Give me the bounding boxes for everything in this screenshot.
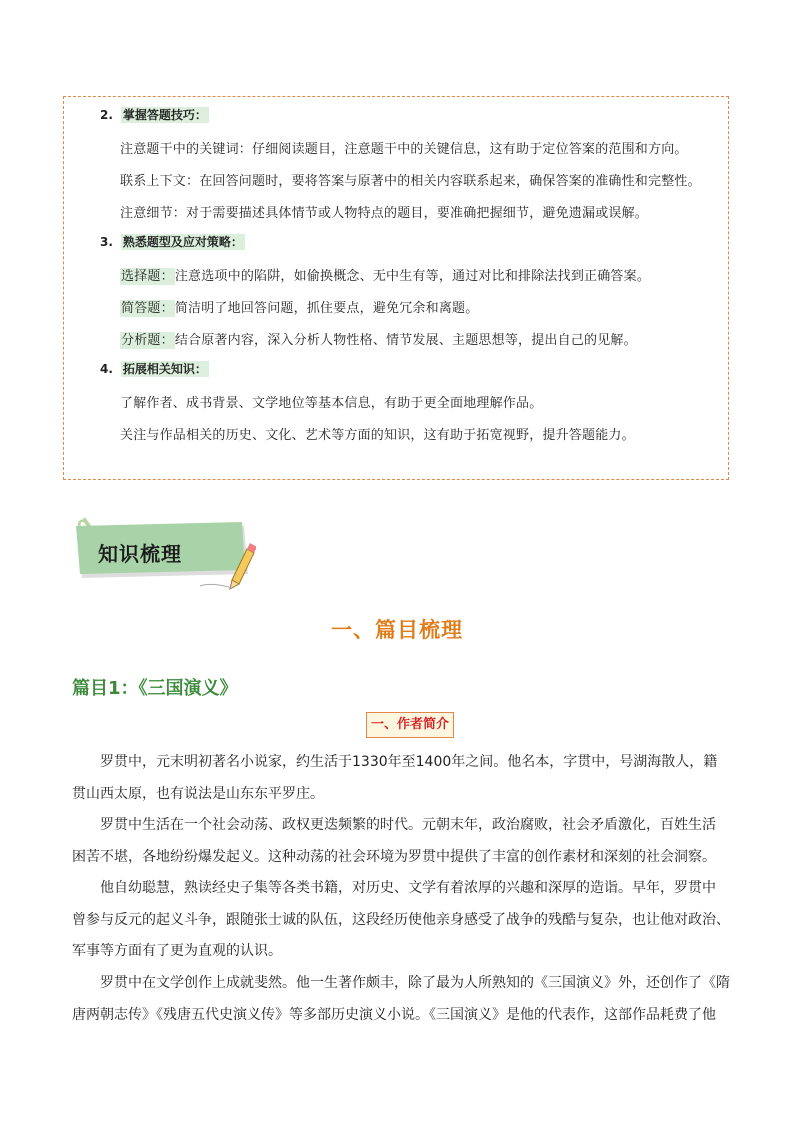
- paragraph: 他自幼聪慧，熟读经史子集等各类书籍，对历史、文学有着浓厚的兴趣和深厚的造诣。早年，罗贯中 曾参与反元的起义斗争，跟随张士诚的队伍，这段经历使他亲身感受了战争的残酷与复杂，也让他对政治、 军事等方面有了更为直观的认识。: [72, 880, 730, 959]
- badge-text: 知识梳理: [98, 542, 182, 566]
- tip-line: 注意细节：对于需要描述具体情节或人物特点的题目，要准确把握细节，避免遗漏或误解。: [120, 206, 649, 221]
- section-title: 篇目1：《三国演义》: [72, 678, 238, 699]
- tip-line: 注意题干中的关键词：仔细阅读题目，注意题干中的关键信息，这有助于定位答案的范围和方向。: [120, 142, 688, 157]
- paragraph: 罗贯中生活在一个社会动荡、政权更迭频繁的时代。元朝末年，政治腐败，社会矛盾激化，百姓生活 困苦不堪，各地纷纷爆发起义。这种动荡的社会环境为罗贯中提供了丰富的创作素材和深刻的社会洞察。: [72, 817, 716, 865]
- strategy-line: 分析题：结合原著内容，深入分析人物性格、情节发展、主题思想等，提出自己的见解。: [121, 333, 637, 348]
- tip-line: 联系上下文：在回答问题时，要将答案与原著中的相关内容联系起来，确保答案的准确性和完整性。: [120, 174, 701, 189]
- tips-heading-3: 3. 熟悉题型及应对策略：: [100, 235, 243, 249]
- tips-heading-4: 4. 拓展相关知识：: [100, 362, 207, 376]
- tip-line: 了解作者、成书背景、文学地位等基本信息，有助于更全面地理解作品。: [120, 396, 543, 411]
- tip-line: 关注与作品相关的历史、文化、艺术等方面的知识，这有助于拓宽视野，提升答题能力。: [120, 428, 635, 443]
- page-title: 一、篇目梳理: [331, 618, 463, 642]
- knowledge-badge: [72, 516, 256, 590]
- strategy-line: 选择题：注意选项中的陷阱，如偷换概念、无中生有等，通过对比和排除法找到正确答案。: [121, 269, 651, 284]
- paragraph: 罗贯中在文学创作上成就斐然。他一生著作颇丰，除了最为人所熟知的《三国演义》外，还创作了《隋 唐两朝志传》《残唐五代史演义传》等多部历史演义小说。《三国演义》是他的代表作，这部作品耗费了他: [72, 975, 730, 1023]
- author-intro-label: 一、作者简介: [366, 712, 454, 738]
- tips-heading-2: 2. 掌握答题技巧：: [100, 108, 207, 122]
- paragraph: 罗贯中，元末明初著名小说家，约生活于1330年至1400年之间。他名本，字贯中，号湖海散人，籍 贯山西太原，也有说法是山东东平罗庄。: [72, 754, 718, 802]
- strategy-line: 简答题：简洁明了地回答问题，抓住要点，避免冗余和离题。: [121, 301, 479, 316]
